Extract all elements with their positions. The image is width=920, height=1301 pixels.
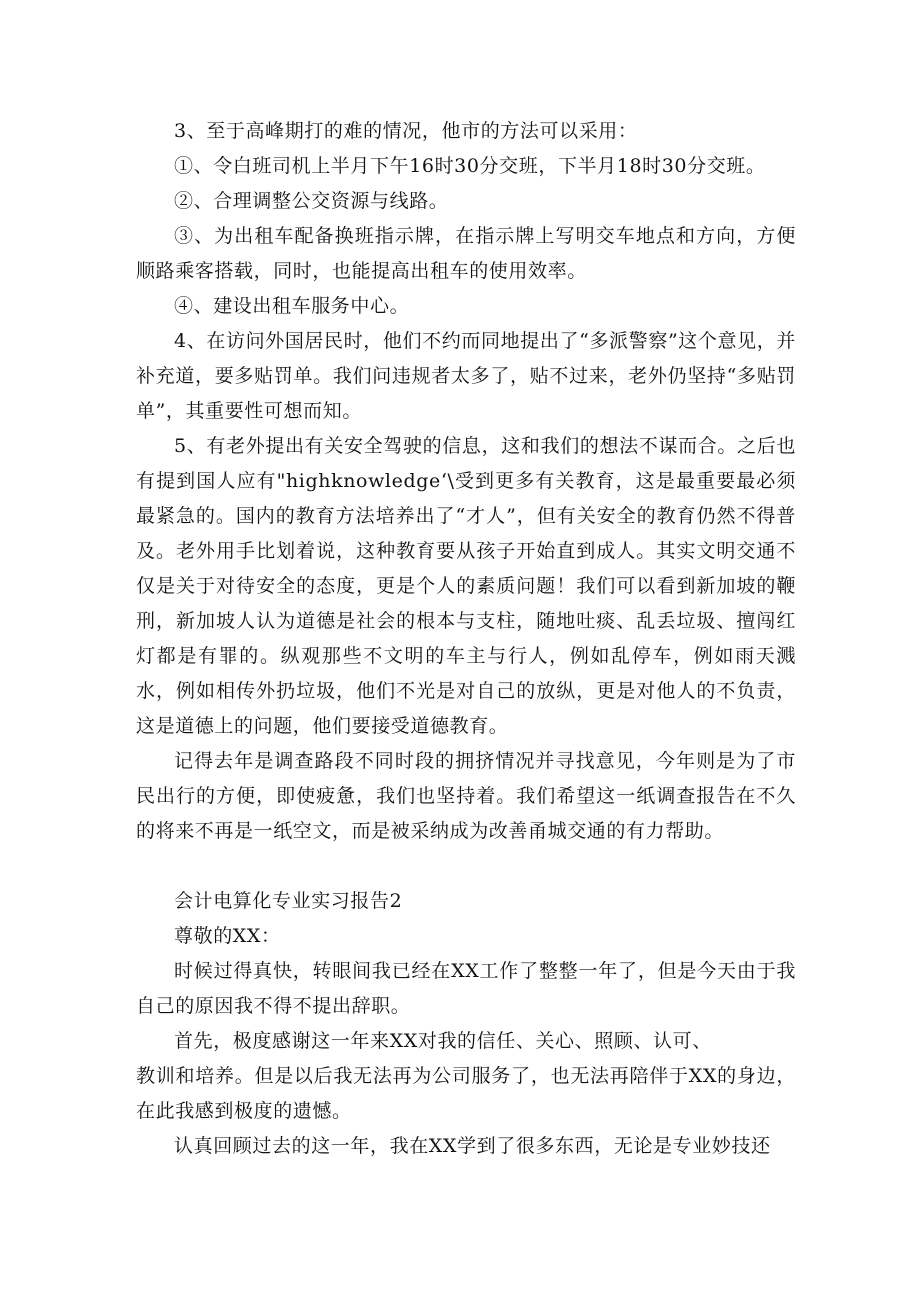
paragraph-foreign-residents: 4、在访问外国居民时，他们不约而同地提出了“多派警察”这个意见，并补充道，要多贴罚单。我们问违规者太多了，贴不过来，老外仍坚持“多贴罚单”，其重要性可想而知。: [136, 330, 796, 422]
paragraph-taxi-center: ④、建设出租车服务中心。: [174, 295, 410, 317]
paragraph-resignation: 时候过得真快，转眼间我已经在XX工作了整整一年了，但是今天由于我自己的原因我不得不提出辞职。: [136, 960, 796, 1017]
paragraph-thanks-rest: 教训和培养。但是以后我无法再为公司服务了，也无法再陪伴于XX的身边，在此我感到极度的遗憾。: [136, 1065, 796, 1122]
paragraph-peak-hours: 3、至于高峰期打的难的情况，他市的方法可以采用：: [174, 120, 638, 142]
paragraph-conclusion: 记得去年是调查路段不同时段的拥挤情况并寻找意见，今年则是为了市民出行的方便，即使疲惫，我们也坚持着。我们希望这一纸调查报告在不久的将来不再是一纸空文，而是被采纳成为改善甬城交通的有力帮助。: [136, 750, 796, 842]
paragraph-shift-sign: ③、为出租车配备换班指示牌，在指示牌上写明交车地点和方向，方便顺路乘客搭载，同时，也能提高出租车的使用效率。: [136, 225, 796, 282]
paragraph-thanks-line1: 首先，极度感谢这一年来XX对我的信任、关心、照顾、认可、: [174, 1030, 712, 1052]
report-title: 会计电算化专业实习报告2: [174, 890, 403, 912]
document-body: [136, 114, 796, 1164]
paragraph-shift-change: ①、令白班司机上半月下午16时30分交班，下半月18时30分交班。: [174, 155, 766, 177]
paragraph-safe-driving: 5、有老外提出有关安全驾驶的信息，这和我们的想法不谋而合。之后也有提到国人应有"highknowledge‘\受到更多有关教育，这是最重要最必须最紧急的。国内的教育方法培养出了“才人”，但有关安全的教育仍然不得普及。老外用手比划着说，这种教育要从孩子开始直到成人。其实文明交通不仅是关于对待安全的态度，更是个人的素质问题！我们可以看到新加坡的鞭刑，新加坡人认为道德是社会的根本与支柱，随地吐痰、乱丢垃圾、擅闯红灯都是有罪的。纵观那些不文明的车主与行人，例如乱停车，例如雨天溅水，例如相传外扔垃圾，他们不光是对自己的放纵，更是对他人的不负责，这是道德上的问题，他们要接受道德教育。: [136, 435, 796, 737]
paragraph-review: 认真回顾过去的这一年，我在XX学到了很多东西，无论是专业妙技还: [174, 1135, 771, 1157]
paragraph-bus-resources: ②、合理调整公交资源与线路。: [174, 190, 449, 212]
salutation: 尊敬的XX：: [174, 925, 281, 947]
section-gap: [136, 849, 796, 884]
